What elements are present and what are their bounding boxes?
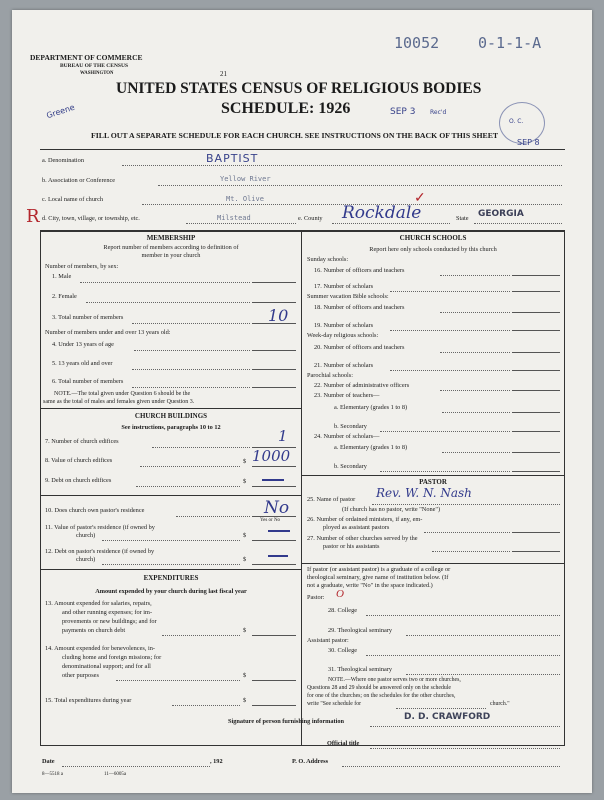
pastor-note-3: for one of the churches; on the schedules for the other churches, <box>307 693 456 699</box>
bureau-label: BUREAU OF THE CENSUS <box>60 63 129 69</box>
q8-label: 8. Value of church edifices <box>45 457 113 464</box>
q9-dollar: $ <box>243 478 247 485</box>
q3-value: 10 <box>268 306 289 325</box>
q24-label: 24. Number of scholars— <box>314 433 380 440</box>
sep8-stamp: SEP 8 <box>517 138 540 147</box>
schools-heading: CHURCH SCHOOLS <box>399 234 467 242</box>
number-21: 21 <box>220 70 227 78</box>
buildings-see: See instructions, paragraphs 10 to 12 <box>121 424 221 431</box>
q30-label: 30. College <box>328 647 358 654</box>
stamp-number: 10052 <box>394 34 440 52</box>
received-date-stamp: SEP 3 <box>390 107 416 117</box>
summer-schools: Summer vacation Bible schools: <box>307 293 389 300</box>
form-title: UNITED STATES CENSUS OF RELIGIOUS BODIES <box>116 80 482 97</box>
oc-stamp-text: O. C. <box>509 118 524 125</box>
q31-label: 31. Theological seminary <box>328 666 393 673</box>
state-value: GEORGIA <box>478 209 524 219</box>
q23-label: 23. Number of teachers— <box>314 392 380 399</box>
q8-value: 1000 <box>252 447 291 465</box>
pastor-mark: O <box>336 588 344 600</box>
schools-intro: Report here only schools conducted by this church <box>369 246 497 253</box>
q12-label-2: church) <box>76 556 96 563</box>
q13-line-1: 13. Amount expended for salaries, repairs, <box>45 600 152 607</box>
parochial-schools: Parochial schools: <box>307 372 353 379</box>
schedule-title: SCHEDULE: 1926 <box>221 100 351 117</box>
q26-line-1: 26. Number of ordained ministers, if any, em- <box>307 516 423 523</box>
print-number: 11—6005a <box>104 772 127 777</box>
q10-value: No <box>264 498 290 518</box>
q24b-label: b. Secondary <box>334 463 367 470</box>
q20-label: 20. Number of officers and teachers <box>314 344 405 351</box>
q7-label: 7. Number of church edifices <box>45 438 119 445</box>
buildings-heading: CHURCH BUILDINGS <box>134 412 208 420</box>
official-title-label: Official title <box>327 740 360 747</box>
membership-intro-1: Report number of members according to definition of <box>103 244 239 251</box>
church-name-label: c. Local name of church <box>42 196 104 203</box>
q11-label-1: 11. Value of pastor's residence (if owned by <box>45 524 155 531</box>
q2-label: 2. Female <box>52 293 77 300</box>
q28-label: 28. College <box>328 607 358 614</box>
association-value: Yellow River <box>220 175 271 183</box>
q13-line-2: and other running expenses; for im- <box>62 609 153 616</box>
q25-note: (If church has no pastor, write "None") <box>342 506 441 513</box>
q16-label: 16. Number of officers and teachers <box>314 267 405 274</box>
q27-line-2: pastor or his assistants <box>323 543 380 550</box>
grad-line-3: not a graduate, write "No" in the space indicated.) <box>307 582 433 589</box>
q25-label: 25. Name of pastor <box>307 496 356 503</box>
instruction-banner: FILL OUT A SEPARATE SCHEDULE FOR EACH CHURCH. SEE INSTRUCTIONS ON THE BACK OF THIS SHEET <box>91 131 499 140</box>
q18-label: 18. Number of officers and teachers <box>314 304 405 311</box>
year-label: , 192 <box>210 758 223 765</box>
membership-heading: MEMBERSHIP <box>146 234 196 242</box>
pastor-note-1: NOTE.—Where one pastor serves two or more churches, <box>328 677 461 683</box>
church-name-value: Mt. Olive <box>226 195 264 203</box>
denomination-label: a. Denomination <box>42 157 84 164</box>
q12-label-1: 12. Debt on pastor's residence (if owned by <box>45 548 155 555</box>
q24a-label: a. Elementary (grades 1 to 8) <box>334 444 408 451</box>
q13-dollar: $ <box>243 627 247 634</box>
q5-label: 5. 13 years old and over <box>52 360 113 367</box>
greene-note: Greene <box>45 102 76 121</box>
po-address-label: P. O. Address <box>292 758 329 765</box>
received-label: Rec'd <box>430 109 447 116</box>
q1-label: 1. Male <box>52 273 72 280</box>
county-label: e. County <box>298 215 323 222</box>
q3-label: 3. Total number of members <box>52 314 124 321</box>
members-under-over: Number of members under and over 13 years old: <box>45 329 171 336</box>
form-number: 8—5518 a <box>42 772 63 777</box>
signature-value: D. D. CRAWFORD <box>404 712 491 722</box>
expenditures-intro: Amount expended by your church during last fiscal year <box>95 588 247 595</box>
q4-label: 4. Under 13 years of age <box>52 341 114 348</box>
signature-label: Signature of person furnishing information <box>228 718 345 725</box>
q12-dollar: $ <box>243 556 247 563</box>
red-r-mark: R <box>26 206 40 227</box>
q11-dollar: $ <box>243 532 247 539</box>
q27-line-1: 27. Number of other churches served by the <box>307 535 418 542</box>
q23a-label: a. Elementary (grades 1 to 8) <box>334 404 408 411</box>
membership-note-1: NOTE.—The total given under Question 6 should be the <box>54 391 191 397</box>
pastor-note-4: write "See schedule for <box>307 701 362 707</box>
grad-line-1: If pastor (or assistant pastor) is a graduate of a college or <box>307 566 451 573</box>
association-label: b. Association or Conference <box>42 177 116 184</box>
q29-label: 29. Theological seminary <box>328 627 393 634</box>
q9-label: 9. Debt on church edifices <box>45 477 112 484</box>
q15-dollar: $ <box>243 697 247 704</box>
pastor-note-end: church." <box>490 701 510 707</box>
membership-note-2: same as the total of males and females given under Question 3. <box>43 399 195 405</box>
census-form-page <box>12 10 592 793</box>
expenditures-heading: EXPENDITURES <box>143 574 199 582</box>
q19-label: 19. Number of scholars <box>314 322 374 329</box>
q14-line-4: other purposes <box>62 672 99 679</box>
q17-label: 17. Number of scholars <box>314 283 374 290</box>
q6-label: 6. Total number of members <box>52 378 124 385</box>
q10-label: 10. Does church own pastor's residence <box>45 507 145 514</box>
q13-line-3: provements or new buildings; and for <box>62 618 157 625</box>
q15-label: 15. Total expenditures during year <box>45 697 132 704</box>
q13-line-4: payments on church debt <box>62 627 126 634</box>
pastor-note-2: Questions 28 and 29 should be answered only on the schedule <box>307 685 451 691</box>
q14-line-1: 14. Amount expended for benevolences, in- <box>45 645 155 652</box>
q7-value: 1 <box>278 427 288 445</box>
assistant-label: Assistant pastor: <box>307 637 349 644</box>
q8-dollar: $ <box>243 458 247 465</box>
q25-value: Rev. W. N. Nash <box>376 486 472 500</box>
weekday-schools: Week-day religious schools: <box>307 332 379 339</box>
red-checkmark: ✓ <box>414 191 426 206</box>
city-label: d. City, town, village, or township, etc. <box>42 215 140 222</box>
membership-intro-2: member in your church <box>141 252 201 259</box>
state-label: State <box>456 215 469 222</box>
city-label: WASHINGTON <box>80 71 114 76</box>
date-label: Date <box>42 758 55 765</box>
q26-line-2: ployed as assistant pastors <box>323 524 390 531</box>
form-code: 0-1-1-A <box>478 34 542 52</box>
yes-no-hint: Yes or No <box>260 518 281 523</box>
city-value: Milstead <box>217 214 251 222</box>
department-label: DEPARTMENT OF COMMERCE <box>30 53 143 62</box>
pastor-label: Pastor: <box>307 594 325 601</box>
members-by-sex: Number of members, by sex: <box>45 263 119 270</box>
sunday-schools: Sunday schools: <box>307 256 349 263</box>
county-value: Rockdale <box>342 203 422 223</box>
pastor-heading: PASTOR <box>419 478 447 486</box>
denomination-value: BAPTIST <box>206 152 259 165</box>
q22-label: 22. Number of administrative officers <box>314 382 410 389</box>
q14-dollar: $ <box>243 672 247 679</box>
grad-line-2: theological seminary, give name of institution below. (If <box>307 574 449 581</box>
q23b-label: b. Secondary <box>334 423 367 430</box>
q11-label-2: church) <box>76 532 96 539</box>
q14-line-2: cluding home and foreign missions; for <box>62 654 162 661</box>
q14-line-3: denominational support; and for all <box>62 663 151 670</box>
q21-label: 21. Number of scholars <box>314 362 374 369</box>
